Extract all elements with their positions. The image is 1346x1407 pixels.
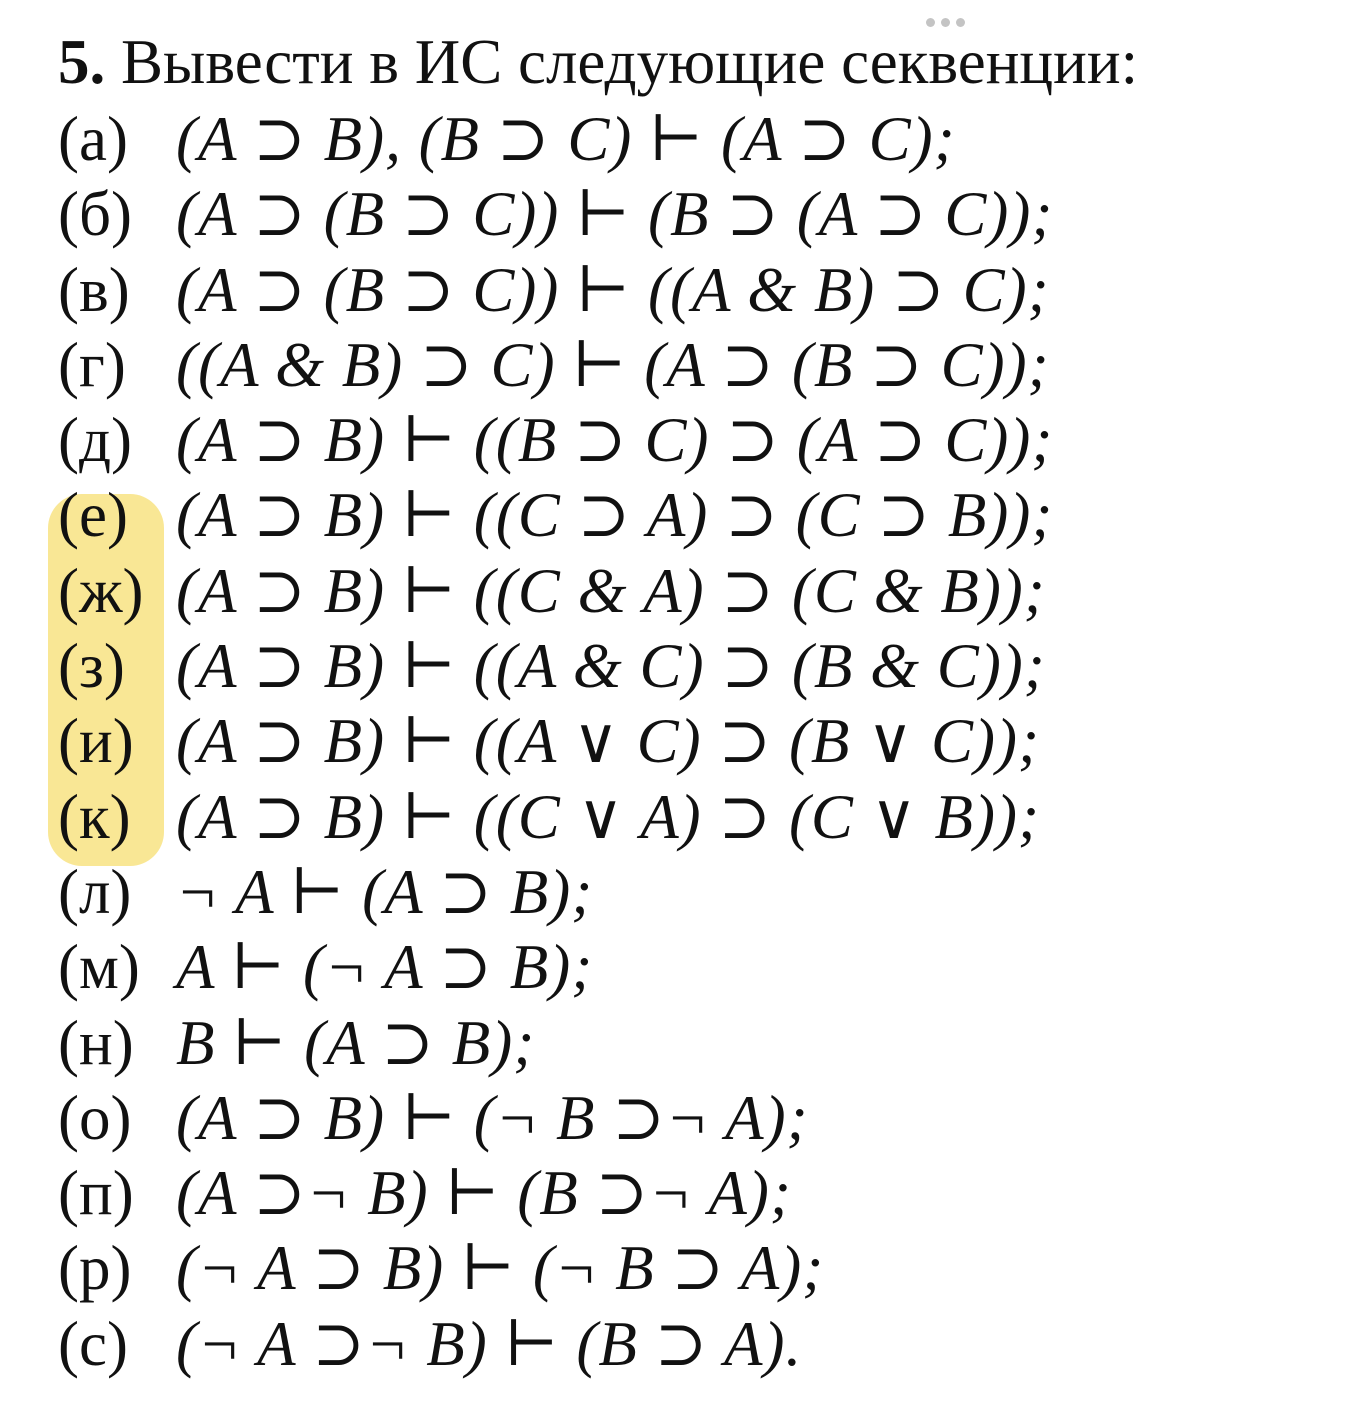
exercise-block <box>58 22 1328 1382</box>
sequent-formula: (A ⊃ B) ⊢ ((A ∨ C) ⊃ (B ∨ C)); <box>176 706 1040 777</box>
item-label: (о) <box>58 1082 132 1153</box>
sequent-formula: (A ⊃¬ B) ⊢ (B ⊃¬ A); <box>176 1158 792 1229</box>
sequent-item <box>58 704 1328 779</box>
item-label: (и) <box>58 706 134 777</box>
sequent-item <box>58 855 1328 930</box>
sequent-item <box>58 1006 1328 1081</box>
item-label: (н) <box>58 1007 134 1078</box>
item-label: (б) <box>58 179 133 250</box>
sequent-item <box>58 177 1328 252</box>
sequent-item <box>58 1231 1328 1306</box>
item-label: (п) <box>58 1158 134 1229</box>
sequent-formula: (A ⊃ B) ⊢ (¬ B ⊃¬ A); <box>176 1082 809 1153</box>
sequent-formula: (A ⊃ B) ⊢ ((B ⊃ C) ⊃ (A ⊃ C)); <box>176 405 1054 476</box>
sequent-item <box>58 930 1328 1005</box>
sequent-formula: (A ⊃ B) ⊢ ((C ⊃ A) ⊃ (C ⊃ B)); <box>176 480 1054 551</box>
sequent-formula: (A ⊃ B) ⊢ ((C ∨ A) ⊃ (C ∨ B)); <box>176 781 1040 852</box>
sequent-item <box>58 328 1328 403</box>
item-label: (е) <box>58 480 128 551</box>
item-label: (к) <box>58 781 131 852</box>
sequent-formula: (¬ A ⊃¬ B) ⊢ (B ⊃ A). <box>176 1308 803 1379</box>
sequent-formula: (A ⊃ B), (B ⊃ C) ⊢ (A ⊃ C); <box>176 104 956 174</box>
sequent-item <box>58 1081 1328 1156</box>
sequent-item <box>58 780 1328 855</box>
exercise-number: 5. <box>58 27 106 97</box>
sequent-item <box>58 554 1328 629</box>
sequent-formula: ((A & B) ⊃ C) ⊢ (A ⊃ (B ⊃ C)); <box>176 329 1050 400</box>
sequent-item <box>58 253 1328 328</box>
sequent-formula: B ⊢ (A ⊃ B); <box>176 1007 536 1078</box>
sequent-item <box>58 478 1328 553</box>
sequent-formula: (A ⊃ B) ⊢ ((A & C) ⊃ (B & C)); <box>176 631 1046 702</box>
sequent-item <box>58 1307 1328 1382</box>
item-label: (с) <box>58 1308 128 1379</box>
item-label: (д) <box>58 405 133 476</box>
exercise-title <box>58 22 1328 102</box>
item-label: (в) <box>58 254 130 325</box>
item-label: (м) <box>58 932 140 1003</box>
item-label: (а) <box>58 104 128 174</box>
sequent-formula: (A ⊃ (B ⊃ C)) ⊢ ((A & B) ⊃ C); <box>176 254 1050 325</box>
sequent-formula: A ⊢ (¬ A ⊃ B); <box>176 932 594 1003</box>
item-label: (г) <box>58 329 126 400</box>
sequent-formula: ¬ A ⊢ (A ⊃ B); <box>176 856 594 927</box>
sequent-item <box>58 1156 1328 1231</box>
sequent-formula: (A ⊃ B) ⊢ ((C & A) ⊃ (C & B)); <box>176 555 1046 626</box>
item-label: (з) <box>58 631 125 702</box>
item-label: (р) <box>58 1233 132 1304</box>
sequent-formula: (¬ A ⊃ B) ⊢ (¬ B ⊃ A); <box>176 1233 825 1304</box>
exercise-heading: Вывести в ИС следующие секвенции: <box>121 27 1139 97</box>
sequent-item <box>58 629 1328 704</box>
item-label: (ж) <box>58 555 144 626</box>
sequent-item <box>58 403 1328 478</box>
sequent-item <box>58 102 1328 177</box>
sequent-formula: (A ⊃ (B ⊃ C)) ⊢ (B ⊃ (A ⊃ C)); <box>176 179 1054 250</box>
item-label: (л) <box>58 856 132 927</box>
